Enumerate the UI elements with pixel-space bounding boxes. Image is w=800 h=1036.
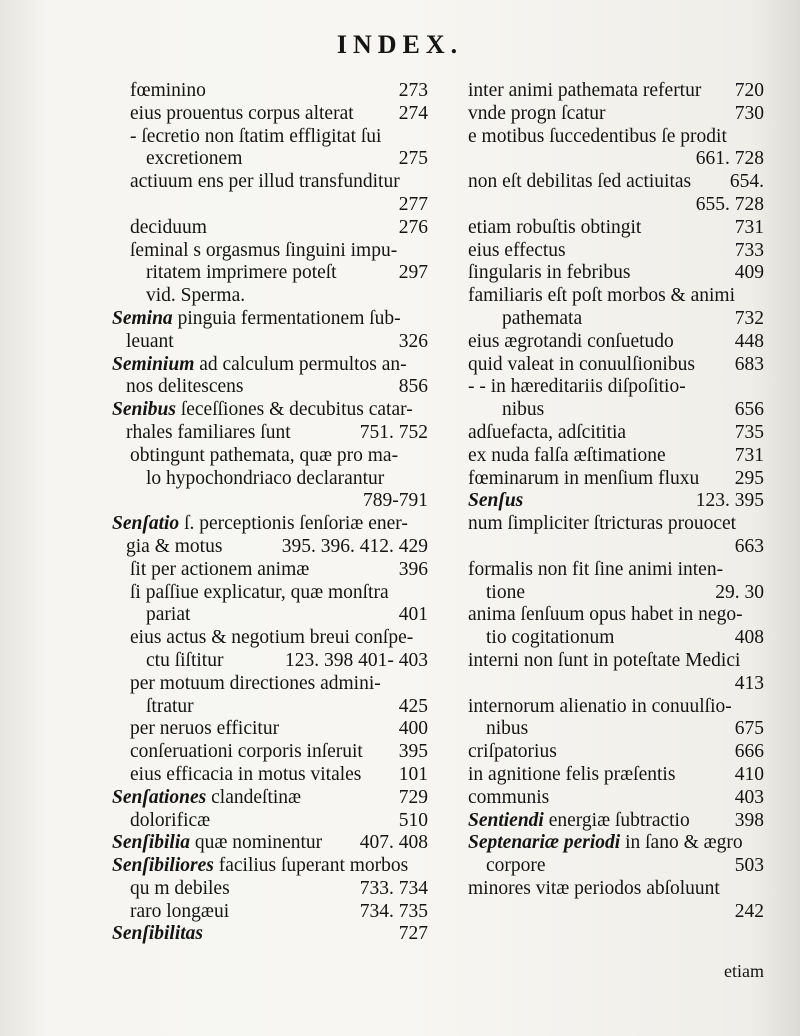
page-ref: 733. 734 bbox=[359, 877, 428, 899]
index-entry bbox=[468, 354, 764, 377]
page-ref: 655. 728 bbox=[695, 193, 764, 215]
entry-text: e motibus ſuccedentibus ſe prodit bbox=[468, 125, 727, 147]
page-ref: 656 bbox=[734, 399, 764, 421]
entry-text: - - in hæreditariis diſpoſitio- bbox=[468, 376, 686, 398]
index-entry bbox=[112, 650, 428, 673]
entry-text: gia & motus bbox=[126, 535, 223, 557]
index-headword: Septenariæ periodi bbox=[468, 832, 621, 854]
catchword: etiam bbox=[724, 961, 764, 981]
page-ref: 242 bbox=[734, 900, 764, 922]
index-entry bbox=[112, 923, 428, 946]
index-entry bbox=[468, 490, 764, 513]
entry-text: facilius ſuperant morbos bbox=[218, 855, 409, 877]
index-entry bbox=[468, 331, 764, 354]
index-entry bbox=[468, 627, 764, 650]
entry-text: ad calculum permultos an- bbox=[199, 353, 407, 375]
index-entry bbox=[468, 673, 764, 696]
index-entry bbox=[468, 80, 764, 103]
page-ref: 425 bbox=[398, 695, 428, 717]
index-entry bbox=[468, 855, 764, 878]
entry-text: dolorificæ bbox=[130, 809, 211, 831]
entry-text: eius actus & negotium breui conſpe- bbox=[130, 627, 414, 649]
entry-text: eius ægrotandi conſuetudo bbox=[468, 330, 674, 352]
index-entry bbox=[112, 399, 428, 422]
entry-text: ſingularis in febribus bbox=[468, 262, 631, 284]
page-ref: 410 bbox=[734, 763, 764, 785]
index-entry bbox=[468, 559, 764, 582]
index-headword: Semina bbox=[112, 307, 173, 329]
page-ref: 731 bbox=[734, 444, 764, 466]
entry-text: vnde progn ſcatur bbox=[468, 102, 606, 124]
entry-text: tione bbox=[486, 581, 525, 603]
page-ref: 730 bbox=[734, 102, 764, 124]
index-entry bbox=[468, 810, 764, 833]
index-entry bbox=[112, 103, 428, 126]
entry-text: ſeceſſiones & decubitus catar- bbox=[180, 399, 413, 421]
page-ref: 401 bbox=[398, 604, 428, 626]
index-entry bbox=[468, 217, 764, 240]
entry-text: minores vitæ periodos abſoluunt bbox=[468, 877, 720, 899]
page-ref: 101 bbox=[398, 763, 428, 785]
index-entry bbox=[112, 126, 428, 149]
index-column-left bbox=[112, 80, 428, 996]
index-entry bbox=[468, 148, 764, 171]
index-headword: Seminium bbox=[112, 353, 195, 375]
entry-text: actiuum ens per illud transfunditur bbox=[130, 171, 400, 193]
page-ref: 735 bbox=[734, 421, 764, 443]
index-entry bbox=[112, 604, 428, 627]
entry-text: adſuefacta, adſcititia bbox=[468, 421, 627, 443]
index-headword: Senſus bbox=[468, 490, 524, 512]
entry-text: in ſano & ægro bbox=[625, 832, 743, 854]
index-entry bbox=[112, 741, 428, 764]
index-entry bbox=[468, 536, 764, 559]
page-ref: 729 bbox=[398, 786, 428, 808]
entry-text: rhales familiares ſunt bbox=[126, 421, 291, 443]
page-ref: 731 bbox=[734, 216, 764, 238]
index-headword: Senſationes bbox=[112, 786, 207, 808]
entry-text: interni non ſunt in poteſtate Medici bbox=[468, 649, 741, 671]
page-ref: 395 bbox=[398, 741, 428, 763]
index-entry bbox=[468, 582, 764, 605]
index-entry bbox=[112, 901, 428, 924]
index-entry bbox=[112, 262, 428, 285]
index-headword: Senſatio bbox=[112, 513, 180, 535]
index-entry bbox=[112, 764, 428, 787]
index-headword: Senſibilia bbox=[112, 832, 191, 854]
entry-text: eius prouentus corpus alterat bbox=[130, 102, 354, 124]
page-ref: 297 bbox=[398, 262, 428, 284]
index-entry bbox=[112, 855, 428, 878]
entry-text: energiæ ſubtractio bbox=[548, 809, 690, 831]
entry-text: pariat bbox=[146, 604, 191, 626]
index-entry bbox=[112, 331, 428, 354]
page-ref: 326 bbox=[398, 330, 428, 352]
index-entry bbox=[468, 650, 764, 673]
index-entry bbox=[468, 787, 764, 810]
page-ref: 727 bbox=[398, 923, 428, 945]
entry-text: ſeminal s orgasmus ſinguini impu- bbox=[130, 239, 398, 261]
entry-text: nibus bbox=[486, 718, 529, 740]
entry-text: corpore bbox=[486, 855, 546, 877]
index-entry bbox=[468, 604, 764, 627]
page-ref: 123. 398 401- 403 bbox=[285, 649, 428, 671]
entry-text: nibus bbox=[502, 399, 545, 421]
page-ref: 510 bbox=[398, 809, 428, 831]
index-entry bbox=[468, 399, 764, 422]
index-entry bbox=[112, 490, 428, 513]
entry-text: num ſimpliciter ſtricturas prouocet bbox=[468, 513, 737, 535]
entry-text: anima ſenſuum opus habet in nego- bbox=[468, 604, 743, 626]
entry-text: communis bbox=[468, 786, 550, 808]
index-entry bbox=[112, 468, 428, 491]
index-entry bbox=[468, 422, 764, 445]
index-entry bbox=[468, 308, 764, 331]
page-ref: 273 bbox=[398, 80, 428, 101]
index-entry bbox=[468, 901, 764, 924]
entry-text: formalis non fit ſine animi inten- bbox=[468, 558, 724, 580]
entry-text: ex nuda falſa æſtimatione bbox=[468, 444, 666, 466]
index-headword: Senſibiliores bbox=[112, 855, 214, 877]
page-ref: 751. 752 bbox=[359, 421, 428, 443]
index-entry bbox=[112, 308, 428, 331]
entry-text: ſ. perceptionis ſenſoriæ ener- bbox=[184, 513, 408, 535]
page-ref: 398 bbox=[734, 809, 764, 831]
entry-text: nos delitescens bbox=[126, 376, 244, 398]
page-ref: 733 bbox=[734, 239, 764, 261]
entry-text: obtingunt pathemata, quæ pro ma- bbox=[130, 444, 399, 466]
entry-text: quæ nominentur bbox=[194, 832, 323, 854]
entry-text: per neruos efficitur bbox=[130, 718, 280, 740]
index-entry bbox=[112, 80, 428, 103]
index-column-right bbox=[468, 80, 764, 996]
page-ref: 683 bbox=[734, 353, 764, 375]
index-entry bbox=[112, 513, 428, 536]
entry-text: clandeſtinæ bbox=[211, 786, 302, 808]
page-ref: 503 bbox=[734, 855, 764, 877]
index-entry bbox=[468, 445, 764, 468]
page-ref: 396 bbox=[398, 558, 428, 580]
entry-text: pathemata bbox=[502, 307, 583, 329]
page-ref: 400 bbox=[398, 718, 428, 740]
index-entry bbox=[468, 878, 764, 901]
entry-text: per motuum directiones admini- bbox=[130, 672, 381, 694]
entry-text: familiaris eſt poſt morbos & animi bbox=[468, 285, 736, 307]
entry-text: eius effectus bbox=[468, 239, 566, 261]
index-entry bbox=[468, 513, 764, 536]
entry-text: excretionem bbox=[146, 148, 243, 170]
index-entry bbox=[112, 171, 428, 194]
entry-text: leuant bbox=[126, 330, 174, 352]
entry-text: raro longæui bbox=[130, 900, 230, 922]
entry-text: inter animi pathemata refertur bbox=[468, 80, 702, 101]
index-headword: Senſibilitas bbox=[112, 923, 204, 945]
page-ref: 732 bbox=[734, 307, 764, 329]
index-entry bbox=[112, 240, 428, 263]
entry-text: qu m debiles bbox=[130, 877, 230, 899]
page-ref: 395. 396. 412. 429 bbox=[281, 535, 428, 557]
page-ref: 403 bbox=[734, 786, 764, 808]
entry-text: internorum alienatio in conuulſio- bbox=[468, 695, 732, 717]
index-entry bbox=[468, 262, 764, 285]
entry-text: deciduum bbox=[130, 216, 207, 238]
entry-text: pinguia fermentationem ſub- bbox=[177, 307, 401, 329]
index-entry bbox=[112, 810, 428, 833]
entry-text: criſpatorius bbox=[468, 741, 557, 763]
index-entry bbox=[112, 217, 428, 240]
page-ref: 409 bbox=[734, 262, 764, 284]
page-ref: 734. 735 bbox=[359, 900, 428, 922]
page-ref: 407. 408 bbox=[359, 832, 428, 854]
index-entry bbox=[468, 764, 764, 787]
index-entry bbox=[112, 354, 428, 377]
page-ref: 661. 728 bbox=[695, 148, 764, 170]
entry-text: conſeruationi corporis inſeruit bbox=[130, 741, 363, 763]
entry-text: ſi paſſiue explicatur, quæ monſtra bbox=[130, 581, 389, 603]
page-header: INDEX. bbox=[336, 30, 464, 59]
index-headword: Sentiendi bbox=[468, 809, 544, 831]
page-ref: 675 bbox=[734, 718, 764, 740]
page-ref: 295 bbox=[734, 467, 764, 489]
page-ref: 276 bbox=[398, 216, 428, 238]
index-entry bbox=[112, 718, 428, 741]
index-entry bbox=[468, 171, 764, 194]
index-entry bbox=[468, 285, 764, 308]
page-ref: 789-791 bbox=[363, 490, 428, 512]
page-ref: 720 bbox=[734, 80, 764, 101]
index-entry bbox=[112, 627, 428, 650]
page-ref: 275 bbox=[398, 148, 428, 170]
page-ref: 274 bbox=[398, 102, 428, 124]
index-entry bbox=[112, 832, 428, 855]
entry-text: ctu ſiſtitur bbox=[146, 649, 224, 671]
index-entry bbox=[468, 126, 764, 149]
entry-text: ritatem imprimere poteſt bbox=[146, 262, 337, 284]
page-ref: 663 bbox=[734, 535, 764, 557]
entry-text: fœminino bbox=[130, 80, 206, 101]
index-entry bbox=[468, 718, 764, 741]
page-ref: 123. 395 bbox=[695, 490, 764, 512]
index-entry bbox=[112, 536, 428, 559]
index-entry bbox=[468, 832, 764, 855]
page-ref: 277 bbox=[398, 193, 428, 215]
index-entry bbox=[468, 468, 764, 491]
entry-text: eius efficacia in motus vitales bbox=[130, 763, 362, 785]
index-entry bbox=[112, 422, 428, 445]
entry-text: fœminarum in menſium fluxu bbox=[468, 467, 700, 489]
index-entry bbox=[112, 376, 428, 399]
index-headword: Senibus bbox=[112, 399, 176, 421]
index-entry bbox=[468, 696, 764, 719]
index-entry bbox=[112, 673, 428, 696]
entry-text: quid valeat in conuulſionibus bbox=[468, 353, 695, 375]
index-entry bbox=[112, 582, 428, 605]
index-entry bbox=[112, 787, 428, 810]
entry-text: ſit per actionem animæ bbox=[130, 558, 310, 580]
index-entry bbox=[112, 559, 428, 582]
entry-text: lo hypochondriaco declarantur bbox=[146, 467, 385, 489]
index-entry bbox=[112, 878, 428, 901]
page-ref: 654. bbox=[729, 171, 764, 193]
index-entry bbox=[468, 194, 764, 217]
entry-text: tio cogitationum bbox=[486, 627, 615, 649]
index-entry bbox=[468, 240, 764, 263]
index-entry bbox=[112, 148, 428, 171]
entry-text: in agnitione felis præſentis bbox=[468, 763, 676, 785]
index-entry bbox=[112, 445, 428, 468]
page-ref: 29. 30 bbox=[715, 581, 764, 603]
index-entry bbox=[112, 194, 428, 217]
entry-text: vid. Sperma. bbox=[146, 285, 246, 307]
entry-text: non eſt debilitas ſed actiuitas bbox=[468, 171, 692, 193]
page-ref: 408 bbox=[734, 627, 764, 649]
index-entry bbox=[468, 103, 764, 126]
index-entry bbox=[468, 376, 764, 399]
index-entry bbox=[112, 696, 428, 719]
page-ref: 448 bbox=[734, 330, 764, 352]
index-entry bbox=[112, 285, 428, 308]
page-ref: 413 bbox=[734, 672, 764, 694]
entry-text: - ſecretio non ſtatim effligitat ſui bbox=[130, 125, 382, 147]
entry-text: ſtratur bbox=[146, 695, 194, 717]
page-ref: 856 bbox=[398, 376, 428, 398]
entry-text: etiam robuſtis obtingit bbox=[468, 216, 642, 238]
page-ref: 666 bbox=[734, 741, 764, 763]
index-entry bbox=[468, 741, 764, 764]
